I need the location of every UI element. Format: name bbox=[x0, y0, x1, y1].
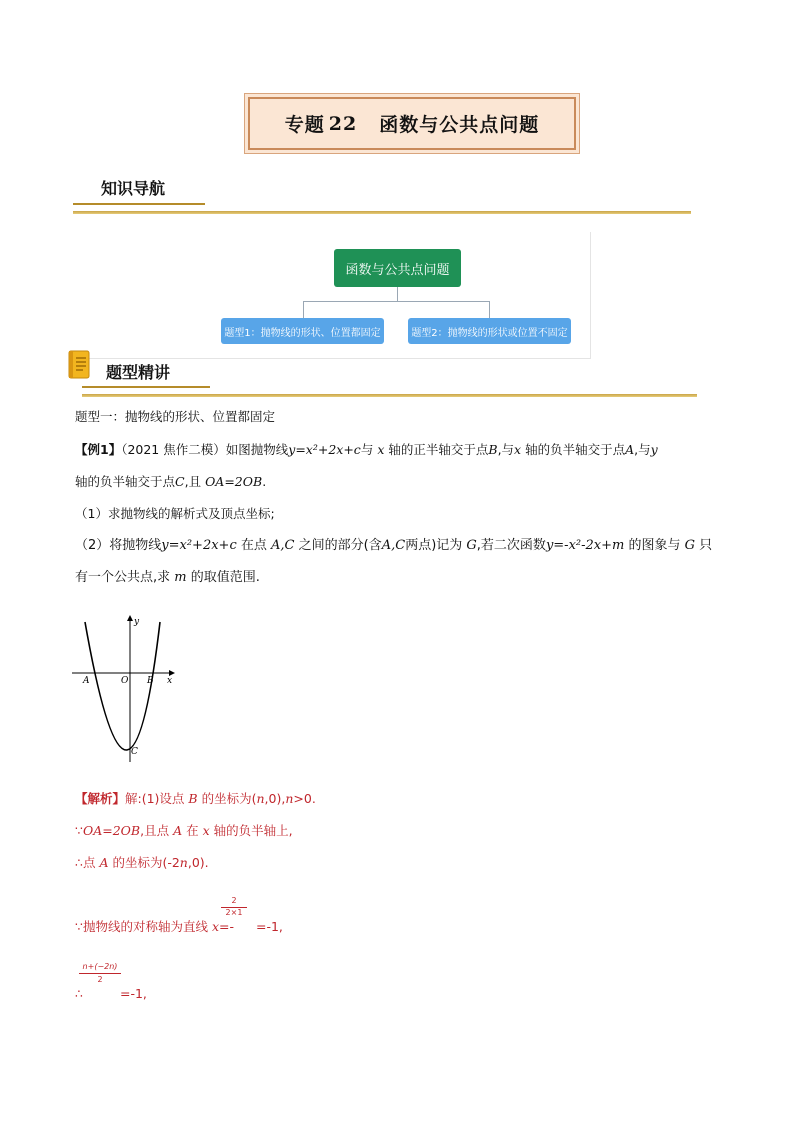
mindmap-connector bbox=[397, 287, 398, 301]
fraction-numerator: 2 bbox=[231, 896, 237, 905]
solution-line-2: ∵OA=2OB,且点 A 在 x 轴的负半轴上, bbox=[75, 823, 293, 838]
fraction-denominator: 2×1 bbox=[225, 908, 243, 917]
mindmap-connector bbox=[303, 301, 490, 302]
mindmap-child-node-1: 题型1：抛物线的形状、位置都固定 bbox=[221, 318, 384, 344]
mindmap-root-node: 函数与公共点问题 bbox=[334, 249, 461, 287]
heading-underline bbox=[82, 386, 210, 388]
heading-underline bbox=[73, 203, 205, 205]
question-2-line-1: （2）将抛物线y=x²+2x+c 在点 A,C 之间的部分(含A,C两点)记为 G,若二次函数y=-x²-2x+m 的图象与 G 只 bbox=[75, 538, 713, 553]
problem-line-2: 轴的负半轴交于点C,且 OA=2OB. bbox=[75, 474, 267, 489]
fraction-bar bbox=[79, 973, 121, 974]
mindmap-connector bbox=[489, 301, 490, 318]
section-heading-explain: 题型精讲 bbox=[106, 363, 171, 382]
mindmap-child-node-2: 题型2：抛物线的形状或位置不固定 bbox=[408, 318, 571, 344]
title-text: 函数与公共点问题 bbox=[379, 114, 540, 136]
point-label-a: A bbox=[83, 676, 90, 686]
point-label-c: C bbox=[131, 747, 138, 757]
solution-line-4-result: =-1, bbox=[256, 919, 283, 934]
point-label-b: B bbox=[147, 676, 154, 686]
x-axis-label: x bbox=[167, 676, 173, 686]
parabola-graph bbox=[70, 612, 180, 767]
book-icon bbox=[67, 350, 91, 380]
section-divider bbox=[82, 394, 697, 397]
fraction-denominator: 2 bbox=[97, 975, 103, 984]
section-divider bbox=[73, 211, 691, 214]
example-tag: 【例1】 bbox=[75, 442, 122, 457]
solution-line-1: 【解析】解:(1)设点 B 的坐标为(n,0),n>0. bbox=[75, 791, 316, 806]
origin-label: O bbox=[121, 676, 129, 686]
solution-tag: 【解析】 bbox=[75, 791, 126, 806]
problem-type-heading: 题型一：抛物线的形状、位置都固定 bbox=[75, 409, 276, 424]
solution-line-5: ∴ bbox=[75, 986, 83, 1001]
solution-line-3: ∴点 A 的坐标为(-2n,0). bbox=[75, 855, 209, 870]
question-1: （1）求抛物线的解析式及顶点坐标; bbox=[75, 506, 275, 521]
y-axis-label: y bbox=[134, 617, 140, 627]
parabola-curve bbox=[85, 622, 160, 750]
fraction-numerator: n+(−2n) bbox=[82, 962, 118, 971]
page-title bbox=[248, 97, 576, 150]
solution-line-5-result: =-1, bbox=[120, 986, 147, 1001]
section-heading-nav: 知识导航 bbox=[101, 179, 166, 198]
problem-line-1: 【例1】（2021 焦作二模）如图抛物线y=x²+2x+c与 x 轴的正半轴交于点B,与x 轴的负半轴交于点A,与y bbox=[75, 442, 658, 457]
title-number: 22 bbox=[328, 112, 358, 135]
title-prefix: 专题 bbox=[284, 114, 325, 136]
question-2-line-2: 有一个公共点,求 m 的取值范围. bbox=[75, 570, 260, 585]
mindmap-connector bbox=[303, 301, 304, 318]
solution-line-4: ∵抛物线的对称轴为直线 x=- bbox=[75, 919, 234, 934]
